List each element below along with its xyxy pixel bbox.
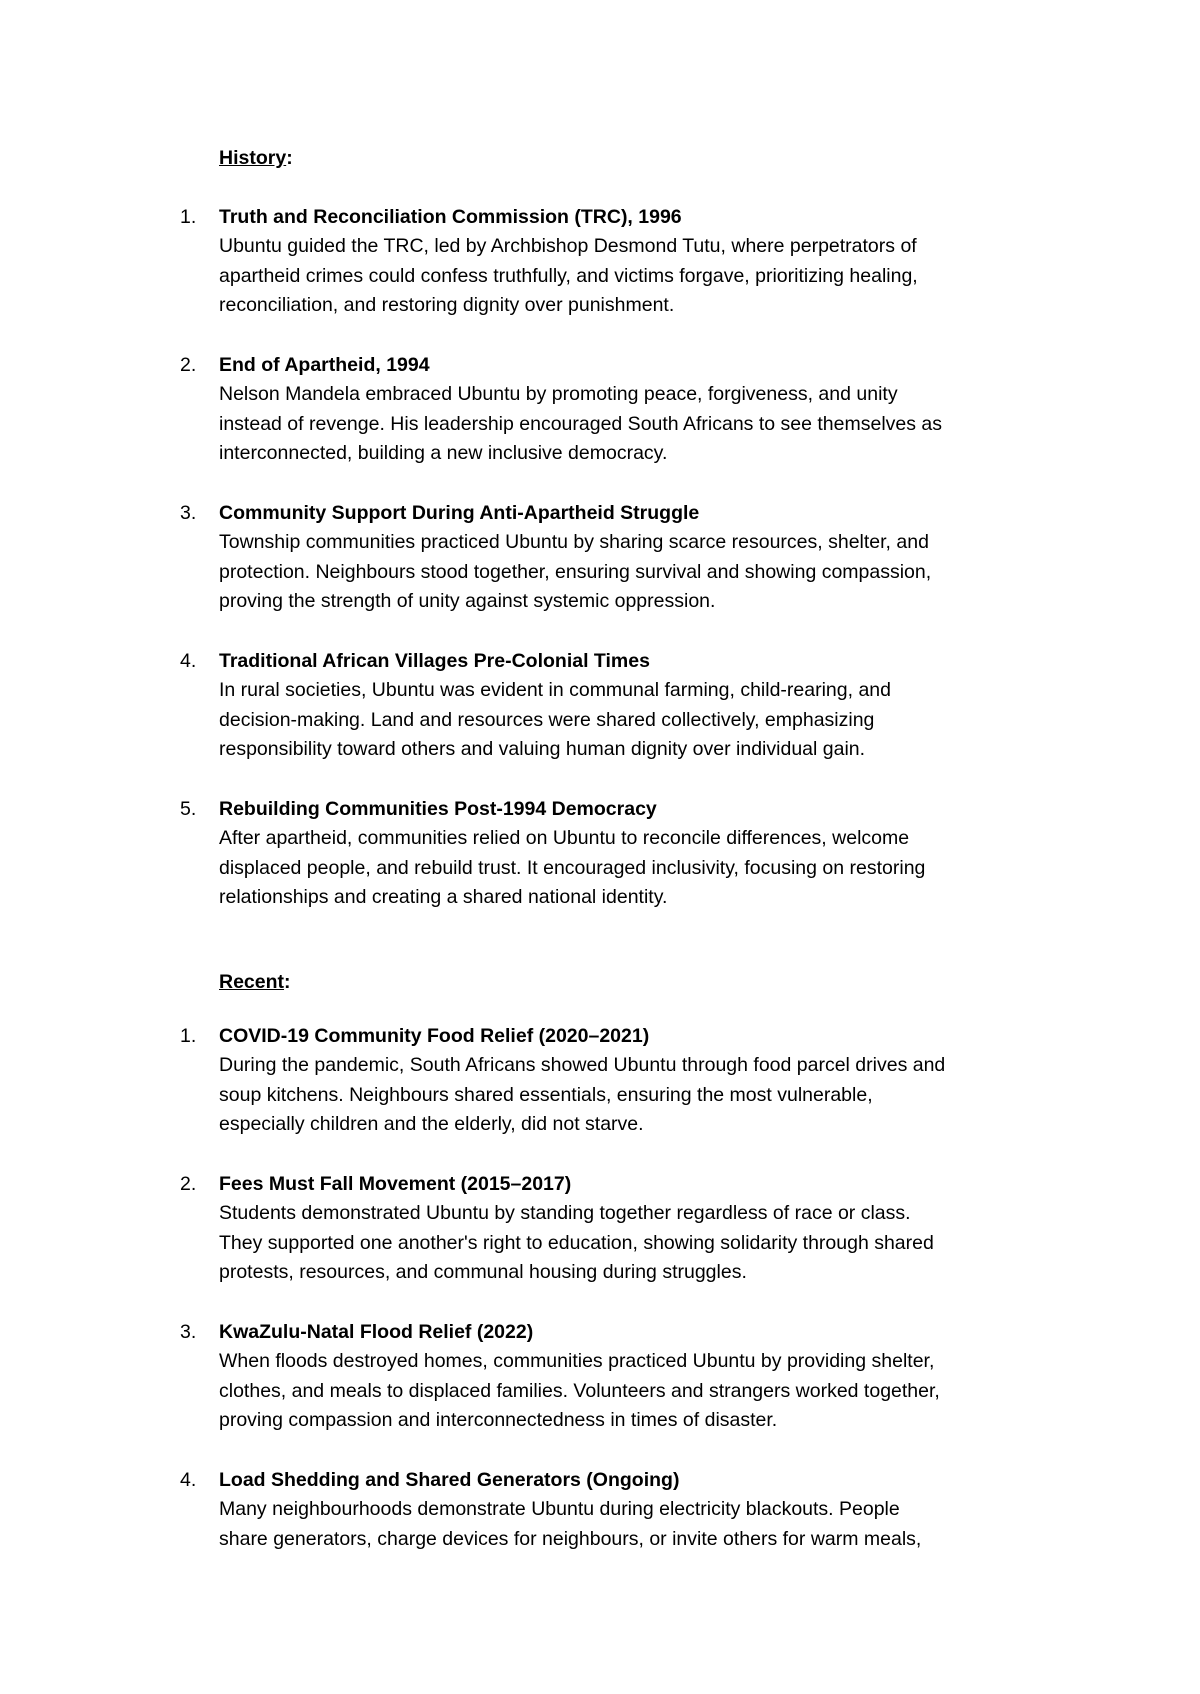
list-item-text: Students demonstrated Ubuntu by standing together regardless of race or class. They supported one another's right to education, showing solidarity through shared protests, resources, and communal housing during struggles. (219, 1202, 934, 1284)
list-item-number: 1. (180, 206, 197, 228)
list-item-text: Ubuntu guided the TRC, led by Archbishop Desmond Tutu, where perpetrators of apartheid crimes could confess truthfully, and victims forgave, prioritizing healing, reconciliation, and restoring dignity over punishment. (219, 235, 918, 317)
section-heading-history (219, 146, 293, 170)
list-item-text: Many neighbourhoods demonstrate Ubuntu during electricity blackouts. People share generators, charge devices for neighbours, or invite others for warm meals, (219, 1498, 922, 1550)
list-item-number: 3. (180, 1321, 197, 1343)
section-heading-colon: : (284, 971, 291, 993)
list-item-text: Township communities practiced Ubuntu by sharing scarce resources, shelter, and protection. Neighbours stood together, ensuring survival and showing compassion, proving the strength of unity against systemic oppression. (219, 531, 932, 613)
list-item-title: Fees Must Fall Movement (2015–2017) (219, 1173, 572, 1195)
list-item-text: In rural societies, Ubuntu was evident in communal farming, child-rearing, and decision-making. Land and resources were shared collectively, emphasizing responsibility toward others and valuing human dignity over individual gain. (219, 679, 891, 761)
section-heading-recent (219, 970, 291, 994)
list-item-number: 4. (180, 1469, 197, 1491)
list-item-number: 2. (180, 354, 197, 376)
list-item-number: 5. (180, 798, 197, 820)
list-item-text: When floods destroyed homes, communities practiced Ubuntu by providing shelter, clothes, and meals to displaced families. Volunteers and strangers worked together, proving compassion and interconnectedness in times of disaster. (219, 1350, 940, 1432)
list-item-number: 4. (180, 650, 197, 672)
section-heading-label: Recent (219, 971, 285, 993)
list-item-title: COVID-19 Community Food Relief (2020–2021) (219, 1025, 650, 1047)
list-item-number: 2. (180, 1173, 197, 1195)
list-item-title: End of Apartheid, 1994 (219, 354, 430, 376)
list-item-text: During the pandemic, South Africans showed Ubuntu through food parcel drives and soup kitchens. Neighbours shared essentials, ensuring the most vulnerable, especially children and the elderly, did not starve. (219, 1054, 946, 1136)
list-item-title: Rebuilding Communities Post-1994 Democracy (219, 798, 657, 820)
list-item-title: Community Support During Anti-Apartheid Struggle (219, 502, 700, 524)
list-item-title: Truth and Reconciliation Commission (TRC), 1996 (219, 206, 682, 228)
list-item-text: Nelson Mandela embraced Ubuntu by promoting peace, forgiveness, and unity instead of revenge. His leadership encouraged South Africans to see themselves as interconnected, building a new inclusive democracy. (219, 383, 943, 465)
list-item-title: Load Shedding and Shared Generators (Ongoing) (219, 1469, 680, 1491)
list-item-text: After apartheid, communities relied on Ubuntu to reconcile differences, welcome displaced people, and rebuild trust. It encouraged inclusivity, focusing on restoring relationships and creating a shared national identity. (219, 827, 926, 909)
section-heading-colon: : (286, 147, 293, 169)
list-item-number: 1. (180, 1025, 197, 1047)
section-heading-label: History (219, 147, 287, 169)
list-item-title: Traditional African Villages Pre-Colonial Times (219, 650, 650, 672)
list-item-number: 3. (180, 502, 197, 524)
list-item-title: KwaZulu-Natal Flood Relief (2022) (219, 1321, 534, 1343)
